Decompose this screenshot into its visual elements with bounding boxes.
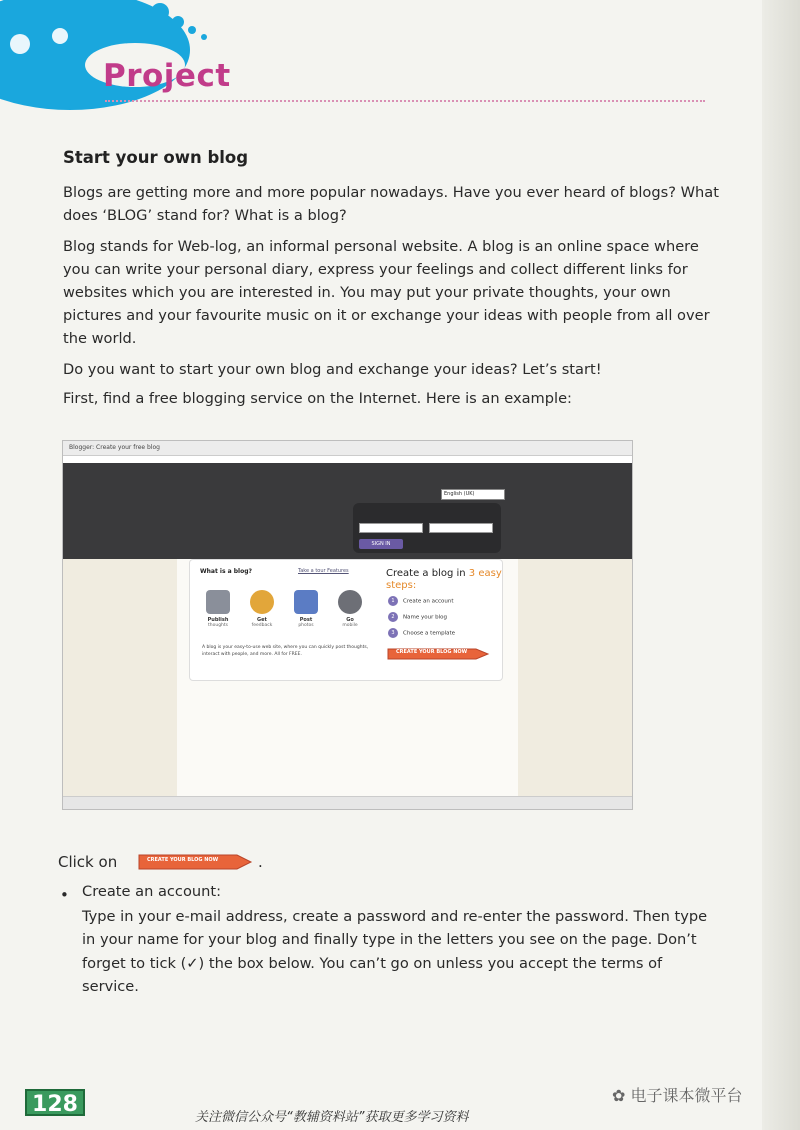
password-field[interactable] bbox=[429, 523, 493, 533]
step-3: 3 Choose a template bbox=[388, 628, 455, 638]
watermark: ✿ 电子课本微平台 bbox=[612, 1086, 743, 1105]
browser-address: Blogger: Create your free blog bbox=[69, 444, 160, 451]
inline-cta-label: CREATE YOUR BLOG NOW bbox=[147, 857, 219, 863]
language-select[interactable]: English (UK) bbox=[441, 489, 505, 500]
feature-feedback bbox=[242, 590, 282, 628]
site-body bbox=[63, 559, 632, 799]
period: . bbox=[258, 853, 263, 871]
card-links[interactable]: Take a tour Features bbox=[298, 568, 349, 574]
bullet-body: Type in your e-mail address, create a password and re-enter the password. Then type in your name for your blog and finally type in the letters you see on the page. Don’t forget to tick (✓) the box below. You can’t go on unless you accept the terms of service. bbox=[82, 908, 708, 995]
steps-title bbox=[386, 568, 502, 592]
site-header bbox=[63, 463, 632, 559]
page-title: Project bbox=[103, 58, 231, 94]
click-on-text: Click on bbox=[58, 853, 118, 871]
browser-address-bar bbox=[63, 441, 632, 456]
card-description: A blog is your easy-to-use web site, where you can quickly post thoughts, interact with people, and more. All for FREE. bbox=[202, 645, 369, 657]
card-heading: What is a blog? bbox=[200, 568, 252, 575]
steps-title-text: Create a blog in bbox=[386, 568, 469, 579]
paragraph-intro: Blogs are getting more and more popular nowadays. Have you ever heard of blogs? What does ‘BLOG’ stand for? What is a blog? bbox=[63, 184, 719, 224]
cta-label: CREATE YOUR BLOG NOW bbox=[396, 649, 468, 655]
bullet-heading: Create an account: bbox=[82, 883, 222, 900]
watermark-text: 电子课本微平台 bbox=[630, 1086, 743, 1105]
step-1: 1 Create an account bbox=[388, 596, 454, 606]
feature-title: Go bbox=[346, 617, 354, 623]
signin-button[interactable]: SIGN IN bbox=[359, 539, 403, 549]
inline-create-blog-button bbox=[137, 852, 255, 872]
page-edge-shadow bbox=[762, 0, 800, 1130]
feature-title: Post bbox=[299, 617, 313, 623]
divider bbox=[105, 100, 705, 102]
pencil-icon bbox=[206, 590, 230, 614]
paragraph-first-step: First, find a free blogging service on the Internet. Here is an example: bbox=[63, 390, 572, 407]
blogger-screenshot bbox=[62, 440, 633, 810]
feature-publish bbox=[198, 590, 238, 628]
intro-card bbox=[189, 559, 503, 681]
feature-sub: mobile bbox=[342, 623, 358, 628]
step-label: Create an account bbox=[403, 598, 454, 605]
bullet-icon: • bbox=[60, 886, 69, 904]
create-blog-button[interactable] bbox=[386, 646, 490, 660]
feature-sub: feedback bbox=[251, 623, 273, 628]
username-field[interactable] bbox=[359, 523, 423, 533]
paragraph-question: Do you want to start your own blog and exchange your ideas? Let’s start! bbox=[63, 361, 602, 378]
step-2: 2 Name your blog bbox=[388, 612, 447, 622]
mobile-icon bbox=[338, 590, 362, 614]
step-label: Choose a template bbox=[403, 630, 456, 637]
browser-status-bar bbox=[63, 796, 632, 809]
steps-title-accent: 3 easy steps: bbox=[386, 568, 502, 591]
page-number: 128 bbox=[25, 1089, 85, 1116]
step-label: Name your blog bbox=[403, 614, 447, 621]
feature-photos bbox=[286, 590, 326, 628]
footer-note: 关注微信公众号“教辅资料站”获取更多学习资料 bbox=[195, 1110, 469, 1125]
feature-title: Get bbox=[257, 617, 267, 623]
feature-sub: thoughts bbox=[207, 623, 229, 628]
feature-title: Publish bbox=[207, 617, 229, 623]
photos-icon bbox=[294, 590, 318, 614]
section-heading: Start your own blog bbox=[63, 148, 249, 167]
feature-sub: photos bbox=[298, 623, 314, 628]
paragraph-definition: Blog stands for Web-log, an informal personal website. A blog is an online space where you can write your personal diary, express your feelings and collect different links for websites which you are interested in. You may put your private thoughts, your own pictures and your favourite music on it or exchange your ideas with people from all over the world. bbox=[63, 238, 710, 347]
chat-bubbles-icon bbox=[250, 590, 274, 614]
feature-mobile bbox=[330, 590, 370, 628]
